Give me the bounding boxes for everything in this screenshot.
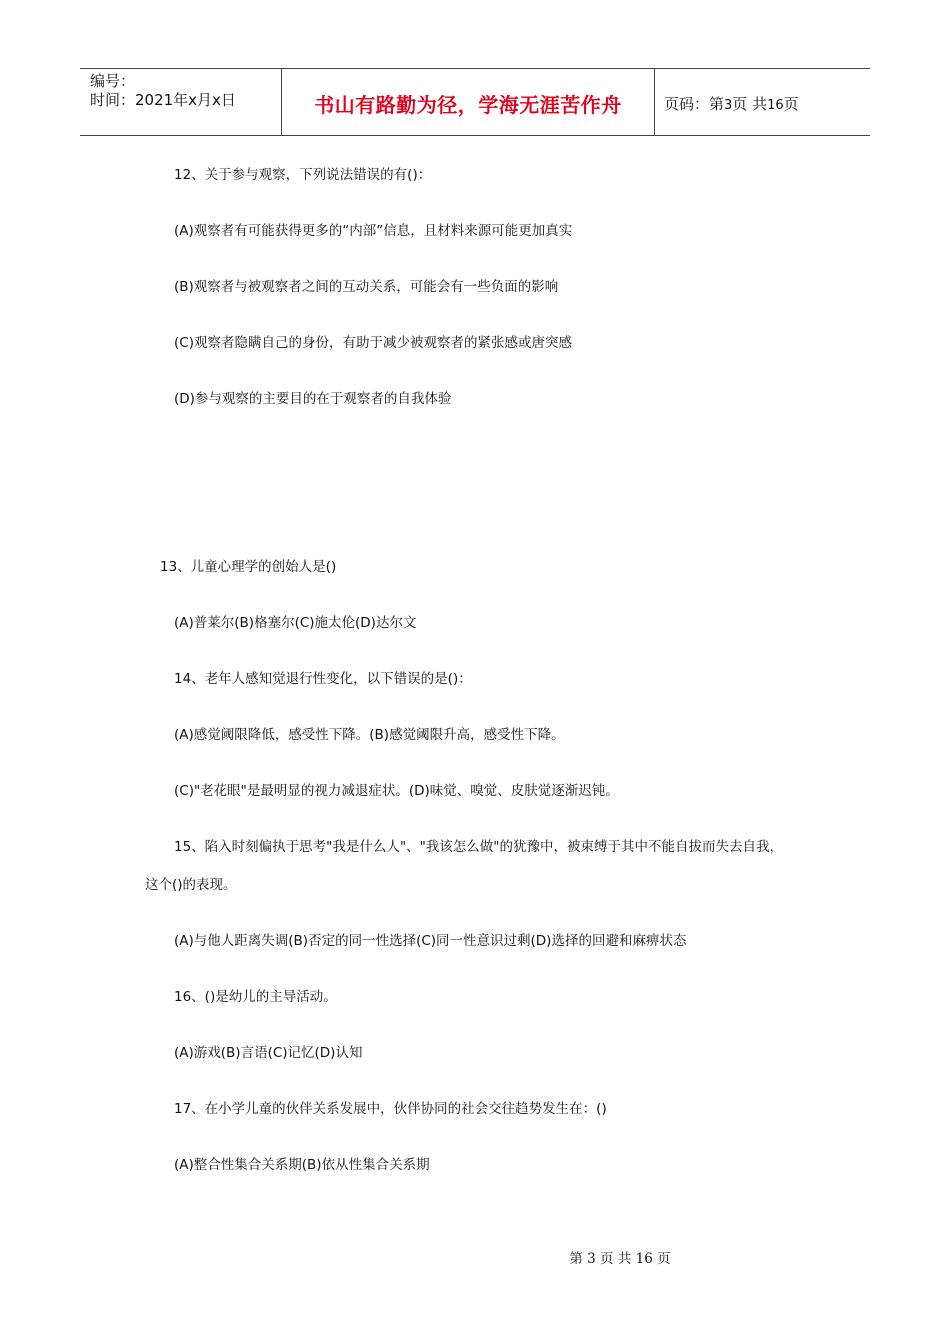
page-header bbox=[80, 68, 870, 136]
page-number: 3 bbox=[724, 98, 733, 113]
page-suffix: 页 bbox=[783, 95, 799, 113]
number-label: 编号： bbox=[90, 72, 136, 90]
question-16-stem: 16、()是幼儿的主导活动。 bbox=[174, 989, 337, 1005]
question-14-options-ab: (A)感觉阈限降低，感受性下降。(B)感觉阈限升高，感受性下降。 bbox=[174, 727, 565, 743]
question-14-options-cd: (C)"老花眼"是最明显的视力减退症状。(D)味觉、嗅觉、皮肤觉逐渐迟钝。 bbox=[174, 783, 619, 799]
time-label: 时间：2021年x月x日 bbox=[90, 91, 236, 109]
header-divider-right bbox=[654, 69, 655, 135]
header-meta bbox=[90, 72, 236, 110]
page-mid: 页 共 bbox=[732, 95, 768, 113]
question-17-stem: 17、在小学儿童的伙伴关系发展中，伙伴协同的社会交往趋势发生在：() bbox=[174, 1101, 607, 1117]
page-total: 16 bbox=[767, 98, 784, 113]
question-15-stem-continued: 这个()的表现。 bbox=[145, 877, 237, 893]
question-15-stem: 15、陷入时刻偏执于思考"我是什么人"、"我该怎么做"的犹豫中，被束缚于其中不能自拔而失去自我， bbox=[174, 839, 784, 855]
question-12-stem: 12、关于参与观察，下列说法错误的有()： bbox=[174, 167, 432, 183]
question-12-option-d: (D)参与观察的主要目的在于观察者的自我体验 bbox=[174, 391, 452, 407]
question-12-option-c: (C)观察者隐瞒自己的身份，有助于减少被观察者的紧张感或唐突感 bbox=[174, 335, 572, 351]
header-motto: 书山有路勤为径，学海无涯苦作舟 bbox=[314, 93, 622, 117]
header-page-info bbox=[664, 93, 799, 114]
question-12-option-a: (A)观察者有可能获得更多的“内部”信息，且材料来源可能更加真实 bbox=[174, 223, 573, 239]
question-17-options: (A)整合性集合关系期(B)依从性集合关系期 bbox=[174, 1157, 430, 1173]
question-14-stem: 14、老年人感知觉退行性变化，以下错误的是()： bbox=[174, 671, 472, 687]
page-footer: 第 3 页 共 16 页 bbox=[569, 1251, 671, 1267]
question-15-options: (A)与他人距离失调(B)否定的同一性选择(C)同一性意识过剩(D)选择的回避和麻痹状态 bbox=[174, 933, 687, 949]
question-12-option-b: (B)观察者与被观察者之间的互动关系，可能会有一些负面的影响 bbox=[174, 279, 559, 295]
question-16-options: (A)游戏(B)言语(C)记忆(D)认知 bbox=[174, 1045, 363, 1061]
question-13-options: (A)普莱尔(B)格塞尔(C)施太伦(D)达尔文 bbox=[174, 615, 417, 631]
question-13-stem: 13、儿童心理学的创始人是() bbox=[160, 559, 337, 575]
page-prefix: 页码：第 bbox=[664, 95, 725, 113]
